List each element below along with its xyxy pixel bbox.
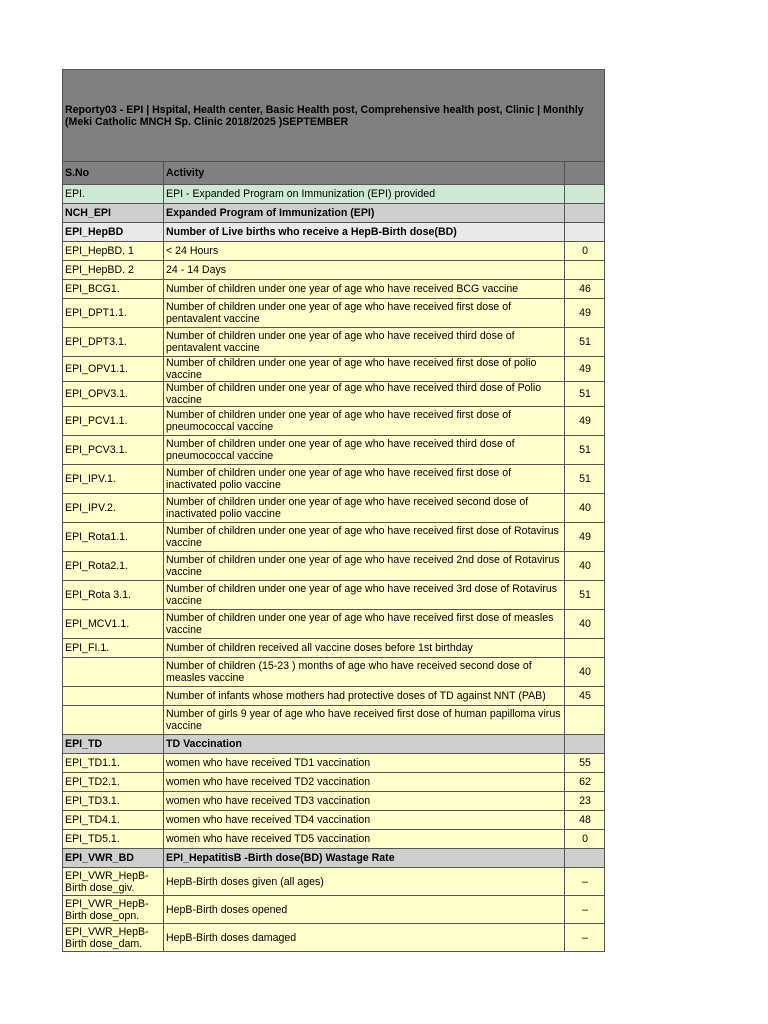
row-value-cell: 40 [565, 494, 605, 523]
row-activity-cell: women who have received TD3 vaccination [164, 792, 565, 811]
table-row [63, 610, 605, 639]
report-body [63, 70, 605, 952]
table-row [63, 792, 605, 811]
row-value-cell: 40 [565, 552, 605, 581]
row-sno-cell: NCH_EPI [63, 204, 164, 223]
row-activity-cell: Number of children under one year of age who have received 2nd dose of Rotavirus vaccine [164, 552, 565, 581]
row-value-cell: 51 [565, 382, 605, 407]
table-row [63, 465, 605, 494]
row-sno-cell: EPI_DPT1.1. [63, 299, 164, 328]
row-sno-cell: EPI_TD2.1. [63, 773, 164, 792]
row-sno-cell: EPI_DPT3.1. [63, 328, 164, 357]
row-activity-cell: Expanded Program of Immunization (EPI) [164, 204, 565, 223]
table-row [63, 735, 605, 754]
row-value-cell: 49 [565, 407, 605, 436]
table-row [63, 658, 605, 687]
table-row [63, 849, 605, 868]
row-value-cell [565, 204, 605, 223]
table-row [63, 357, 605, 382]
row-value-cell: 49 [565, 299, 605, 328]
row-sno-cell: EPI_MCV1.1. [63, 610, 164, 639]
table-row [63, 185, 605, 204]
table-row [63, 204, 605, 223]
row-activity-cell: Number of children (15-23 ) months of age who have received second dose of measles vaccine [164, 658, 565, 687]
row-value-cell [565, 706, 605, 735]
row-sno-cell: EPI_FI.1. [63, 639, 164, 658]
row-activity-cell: women who have received TD2 vaccination [164, 773, 565, 792]
row-activity-cell: Number of children received all vaccine doses before 1st birthday [164, 639, 565, 658]
row-sno-cell: EPI_VWR_BD [63, 849, 164, 868]
row-activity-cell: Number of children under one year of age who have received first dose of polio vaccine [164, 357, 565, 382]
table-row [63, 706, 605, 735]
table-row [63, 407, 605, 436]
row-sno-cell: EPI_OPV1.1. [63, 357, 164, 382]
row-sno-cell: EPI_TD4.1. [63, 811, 164, 830]
row-value-cell [565, 735, 605, 754]
table-row [63, 328, 605, 357]
row-sno-cell: EPI_HepBD. 1 [63, 242, 164, 261]
row-activity-cell: women who have received TD4 vaccination [164, 811, 565, 830]
table-row [63, 581, 605, 610]
row-value-cell: 62 [565, 773, 605, 792]
row-activity-cell: Number of children under one year of age who have received BCG vaccine [164, 280, 565, 299]
row-activity-cell: women who have received TD5 vaccination [164, 830, 565, 849]
row-value-cell [565, 639, 605, 658]
row-value-cell: – [565, 924, 605, 952]
row-sno-cell: EPI_VWR_HepB-Birth dose_giv. [63, 868, 164, 896]
table-row [63, 868, 605, 896]
row-value-cell: 55 [565, 754, 605, 773]
row-activity-cell: < 24 Hours [164, 242, 565, 261]
table-row [63, 436, 605, 465]
row-activity-cell: HepB-Birth doses damaged [164, 924, 565, 952]
row-sno-cell [63, 658, 164, 687]
row-sno-cell [63, 706, 164, 735]
row-value-cell: 51 [565, 465, 605, 494]
table-row [63, 896, 605, 924]
row-activity-cell: Number of children under one year of age who have received 3rd dose of Rotavirus vaccine [164, 581, 565, 610]
column-header-value [565, 162, 605, 185]
table-row [63, 261, 605, 280]
row-activity-cell: Number of Live births who receive a HepB-Birth dose(BD) [164, 223, 565, 242]
row-activity-cell: Number of children under one year of age who have received second dose of inactivated polio vaccine [164, 494, 565, 523]
row-value-cell: – [565, 868, 605, 896]
row-sno-cell: EPI_BCG1. [63, 280, 164, 299]
row-value-cell: 51 [565, 436, 605, 465]
row-value-cell [565, 849, 605, 868]
row-activity-cell: Number of children under one year of age who have received first dose of inactivated polio vaccine [164, 465, 565, 494]
row-sno-cell: EPI_TD1.1. [63, 754, 164, 773]
row-sno-cell: EPI_HepBD. 2 [63, 261, 164, 280]
row-activity-cell: Number of children under one year of age who have received first dose of measles vaccine [164, 610, 565, 639]
row-activity-cell: HepB-Birth doses opened [164, 896, 565, 924]
row-activity-cell: Number of infants whose mothers had protective doses of TD against NNT (PAB) [164, 687, 565, 706]
row-sno-cell: EPI_TD3.1. [63, 792, 164, 811]
row-value-cell: 51 [565, 328, 605, 357]
row-sno-cell: EPI_VWR_HepB-Birth dose_dam. [63, 924, 164, 952]
row-sno-cell: EPI_PCV3.1. [63, 436, 164, 465]
table-row [63, 639, 605, 658]
row-activity-cell: Number of children under one year of age who have received first dose of pentavalent vaccine [164, 299, 565, 328]
row-value-cell: 48 [565, 811, 605, 830]
row-sno-cell: EPI_Rota 3.1. [63, 581, 164, 610]
row-value-cell: 40 [565, 610, 605, 639]
row-value-cell [565, 185, 605, 204]
row-activity-cell: women who have received TD1 vaccination [164, 754, 565, 773]
table-row [63, 687, 605, 706]
column-header-sno: S.No [63, 162, 164, 185]
table-row [63, 754, 605, 773]
row-activity-cell: Number of children under one year of age who have received third dose of pentavalent vaccine [164, 328, 565, 357]
table-row [63, 924, 605, 952]
table-row [63, 494, 605, 523]
row-sno-cell: EPI_Rota2.1. [63, 552, 164, 581]
row-sno-cell [63, 687, 164, 706]
table-row [63, 299, 605, 328]
row-value-cell: 49 [565, 357, 605, 382]
row-sno-cell: EPI_VWR_HepB-Birth dose_opn. [63, 896, 164, 924]
row-value-cell: 40 [565, 658, 605, 687]
row-activity-cell: Number of girls 9 year of age who have received first dose of human papilloma virus vaccine [164, 706, 565, 735]
table-row [63, 523, 605, 552]
row-sno-cell: EPI_TD5.1. [63, 830, 164, 849]
table-row [63, 223, 605, 242]
row-activity-cell: Number of children under one year of age who have received first dose of pneumococcal vaccine [164, 407, 565, 436]
row-activity-cell: HepB-Birth doses given (all ages) [164, 868, 565, 896]
row-value-cell: 0 [565, 830, 605, 849]
row-value-cell: 51 [565, 581, 605, 610]
table-row [63, 242, 605, 261]
row-sno-cell: EPI_TD [63, 735, 164, 754]
row-value-cell [565, 223, 605, 242]
column-header-row [63, 162, 605, 185]
row-value-cell: 49 [565, 523, 605, 552]
row-activity-cell: EPI_HepatitisB -Birth dose(BD) Wastage Rate [164, 849, 565, 868]
row-value-cell: 46 [565, 280, 605, 299]
row-value-cell: 45 [565, 687, 605, 706]
row-sno-cell: EPI_IPV.2. [63, 494, 164, 523]
table-row [63, 811, 605, 830]
row-value-cell: 0 [565, 242, 605, 261]
row-value-cell: 23 [565, 792, 605, 811]
table-row [63, 830, 605, 849]
row-activity-cell: Number of children under one year of age who have received third dose of pneumococcal vaccine [164, 436, 565, 465]
row-sno-cell: EPI_HepBD [63, 223, 164, 242]
row-activity-cell: TD Vaccination [164, 735, 565, 754]
row-activity-cell: EPI - Expanded Program on Immunization (EPI) provided [164, 185, 565, 204]
row-sno-cell: EPI_IPV.1. [63, 465, 164, 494]
row-sno-cell: EPI_Rota1.1. [63, 523, 164, 552]
row-activity-cell: 24 - 14 Days [164, 261, 565, 280]
table-row [63, 552, 605, 581]
row-sno-cell: EPI_OPV3.1. [63, 382, 164, 407]
column-header-activity: Activity [164, 162, 565, 185]
table-row [63, 382, 605, 407]
row-sno-cell: EPI. [63, 185, 164, 204]
table-row [63, 280, 605, 299]
row-sno-cell: EPI_PCV1.1. [63, 407, 164, 436]
row-activity-cell: Number of children under one year of age who have received first dose of Rotavirus vaccine [164, 523, 565, 552]
report-title-row [63, 70, 605, 162]
table-row [63, 773, 605, 792]
row-value-cell [565, 261, 605, 280]
row-value-cell: – [565, 896, 605, 924]
report-title: Reporty03 - EPI | Hspital, Health center, Basic Health post, Comprehensive health post, Clinic | Monthly (Meki Catholic MNCH Sp. Clinic 2018/2025 )SEPTEMBER [63, 70, 605, 162]
row-activity-cell: Number of children under one year of age who have received third dose of Polio vaccine [164, 382, 565, 407]
epi-report-table [62, 69, 605, 952]
